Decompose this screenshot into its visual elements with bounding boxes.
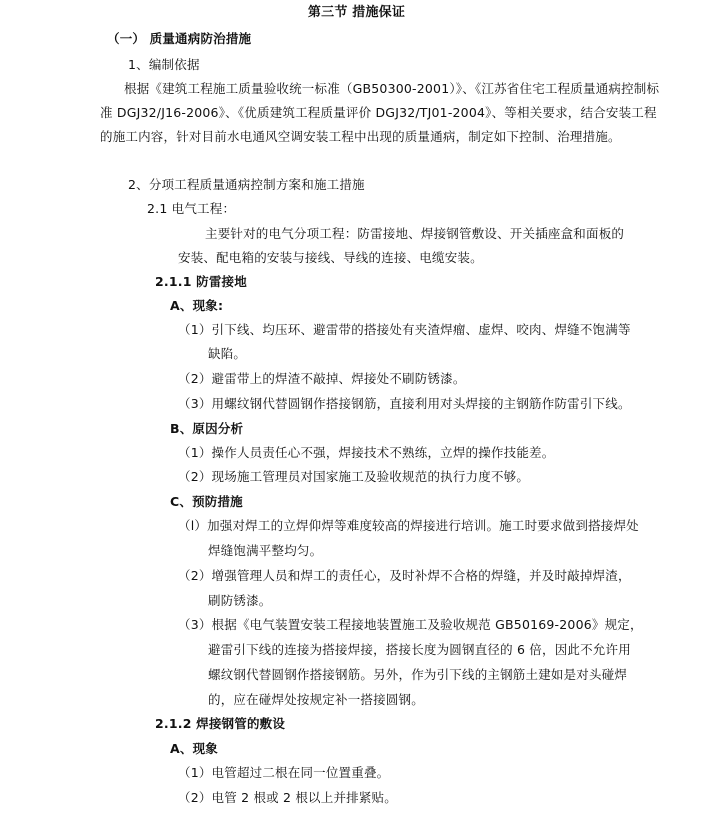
list-item: （3）根据《电气装置安装工程接地装置施工及验收规范 GB50169-2006》规定， [178,617,643,632]
heading-prevention-c: C、预防措施 [170,494,243,509]
list-item: （2）现场施工管理员对国家施工及验收规范的执行力度不够。 [178,469,530,484]
list-item: （l）加强对焊工的立焊仰焊等难度较高的焊接进行培训。施工时要求做到搭接焊处 [178,518,639,533]
list-item: 螺纹钢代替圆钢作搭接钢筋。另外，作为引下线的主钢筋土建如是对头碰焊 [208,667,628,682]
list-item: （2）避雷带上的焊渣不敲掉、焊接处不刷防锈漆。 [178,371,466,386]
list-item: （2）增强管理人员和焊工的责任心，及时补焊不合格的焊缝，并及时敲掉焊渣， [178,568,631,583]
list-item: （2）电管 2 根或 2 根以上并排紧贴。 [178,790,397,805]
heading-phenomenon-a-2: A、现象 [170,741,218,756]
electrical-para-line-1: 主要针对的电气分项工程：防雷接地、焊接钢管敷设、开关插座盒和面板的 [205,226,625,241]
sub-section-heading: 2、分项工程质量通病控制方案和施工措施 [128,177,365,192]
heading-2-1-1: 2.1.1 防雷接地 [155,274,247,289]
list-item: 缺陷。 [208,346,247,361]
basis-para-line-2: 准 DGJ32/J16-2006》、《优质建筑工程质量评价 DGJ32/TJ01-2004》、等相关要求，结合安装工程 [100,105,657,120]
heading-phenomenon-a: A、现象: [170,298,224,313]
electrical-para-line-2: 安装、配电箱的安装与接线、导线的连接、电缆安装。 [178,250,483,265]
list-item: （3）用螺纹钢代替圆钢作搭接钢筋，直接利用对头焊接的主钢筋作防雷引下线。 [178,396,631,411]
heading-cause-b: B、原因分析 [170,421,244,436]
list-item: （1）电管超过二根在同一位置重叠。 [178,765,390,780]
basis-para-line-3: 的施工内容，针对目前水电通风空调安装工程中出现的质量通病，制定如下控制、治理措施。 [100,129,621,144]
list-item: 的，应在碰焊处按规定补一搭接圆钢。 [208,692,424,707]
basis-heading: 1、编制依据 [128,57,200,72]
list-item: 焊缝饱满平整均匀。 [208,543,323,558]
heading-2-1-2: 2.1.2 焊接钢管的敷设 [155,716,286,731]
list-item: （1）操作人员责任心不强，焊接技术不熟练，立焊的操作技能差。 [178,445,555,460]
electrical-heading: 2.1 电气工程： [147,201,236,216]
basis-para-line-1: 根据《建筑工程施工质量验收统一标准（GB50300-2001）》、《江苏省住宅工程质量通病控制标 [124,81,660,96]
page-title: 第三节 措施保证 [307,5,406,20]
list-item: 刷防锈漆。 [208,593,272,608]
list-item: （1）引下线、均压环、避雷带的搭接处有夹渣焊瘤、虚焊、咬肉、焊缝不饱满等 [178,322,631,337]
section-heading-quality: （一） 质量通病防治措施 [107,31,252,46]
list-item: 避雷引下线的连接为搭接焊接，搭接长度为圆钢直径的 6 倍，因此不允许用 [208,642,631,657]
